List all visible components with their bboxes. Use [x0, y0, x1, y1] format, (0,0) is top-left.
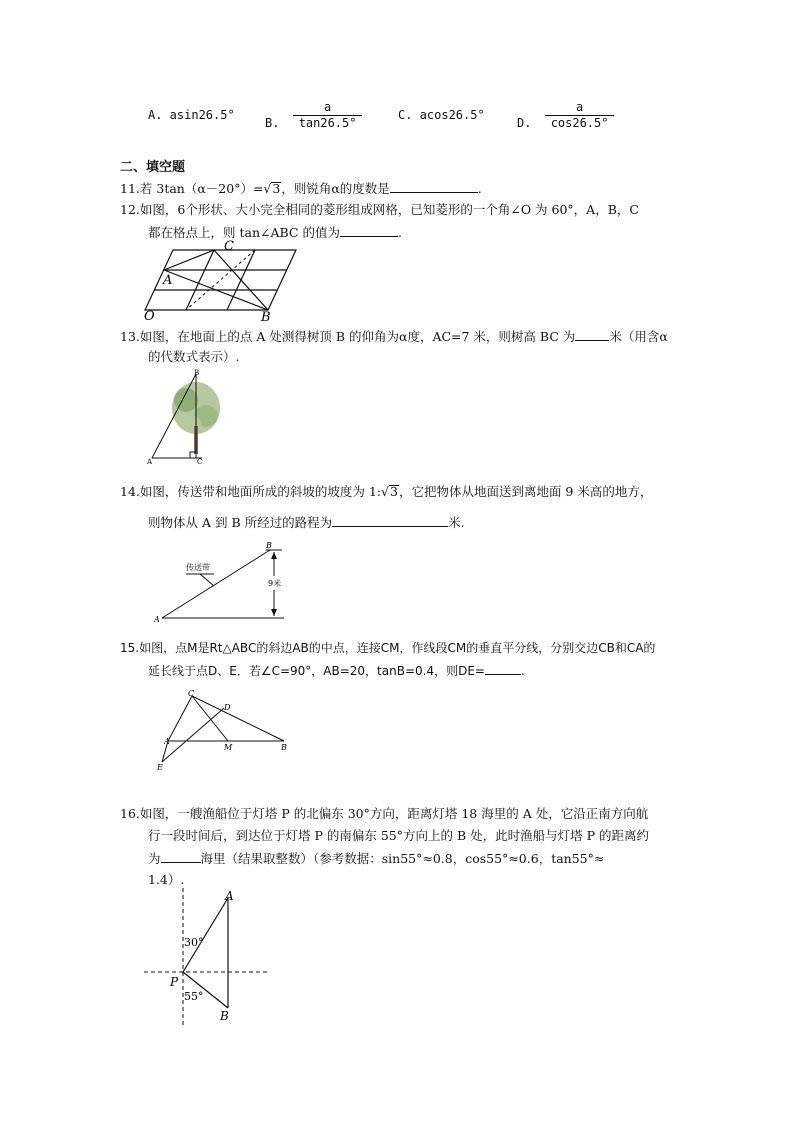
q14-sqrt: 3	[390, 484, 398, 499]
q13-label-b: B	[194, 369, 200, 377]
q16-line2-row	[148, 828, 649, 844]
q13-line2-row	[148, 349, 239, 365]
q14-belt-label: 传送带	[186, 563, 210, 572]
q14-arrow-down-icon	[271, 609, 277, 616]
q14-label-b: B	[266, 541, 272, 550]
q15-answer-blank[interactable]	[485, 662, 521, 675]
q14-slope-figure	[150, 540, 300, 624]
q14-belt-line	[162, 550, 270, 618]
q13-answer-blank[interactable]	[575, 328, 609, 341]
q16-lighthouse-figure	[140, 886, 280, 1028]
q13-tree-figure	[146, 368, 226, 464]
q11-answer-blank[interactable]	[390, 180, 478, 193]
q13-label-c: C	[197, 458, 203, 464]
q15-segment-ca	[168, 696, 192, 741]
q16-line2: 行一段时间后，到达位于灯塔 P 的南偏东 55°方向上的 B 处，此时渔船与灯塔 P 的距离约	[148, 828, 649, 843]
q14-line1-b: ，它把物体从地面送到离地面 9 米高的地方，	[398, 484, 653, 499]
option-b-fraction	[293, 100, 363, 131]
q14-line2-b: 米.	[448, 515, 465, 530]
q13-label-a: A	[147, 458, 153, 464]
q12-rhombus-figure	[140, 238, 310, 322]
option-d-numerator: a	[575, 100, 584, 114]
q15-label-e: E	[157, 763, 163, 772]
q16-line3-a: 为	[148, 851, 161, 866]
option-d	[517, 100, 614, 131]
q16-line3-row	[148, 850, 604, 867]
section-title: 二、填空题	[120, 160, 186, 175]
option-b-numerator: a	[323, 100, 332, 114]
q11-number: 11.	[120, 181, 140, 196]
q13-number: 13.	[120, 329, 140, 344]
q13-line1-a: 如图，在地面上的点 A 处测得树顶 B 的仰角为α度，AC=7 米，则树高 BC 为	[139, 329, 576, 344]
q15-number: 15.	[120, 641, 140, 655]
q14-answer-blank[interactable]	[332, 514, 448, 527]
q16-number: 16.	[120, 806, 140, 821]
q12-segment-cb	[214, 250, 268, 310]
q15-label-d: D	[224, 703, 231, 712]
q16-line1: 如图，一艘渔船位于灯塔 P 的北偏东 30°方向，距离灯塔 18 海里的 A 处，它沿正南方向航	[139, 806, 649, 821]
option-d-fraction	[545, 100, 615, 131]
q14-line1-a: 如图，传送带和地面所成的斜坡的坡度为 1:	[139, 484, 382, 499]
question-15	[120, 640, 655, 656]
q12-number: 12.	[120, 202, 140, 217]
option-d-label: D.	[517, 116, 532, 130]
q14-label-pointer	[200, 574, 214, 586]
option-a: A. asin26.5°	[148, 108, 235, 122]
q15-label-b: B	[281, 743, 287, 752]
q12-answer-blank[interactable]	[340, 224, 398, 237]
q15-line1: 如图，点M是Rt△ABC的斜边AB的中点，连接CM，作线段CM的垂直平分线，分别交边CB和CA的	[139, 641, 656, 655]
option-b-denominator: tan26.5°	[293, 115, 363, 131]
q14-line2-a: 则物体从 A 到 B 所经过的路程为	[148, 515, 333, 530]
q16-line3-b: 海里（结果取整数）（参考数据：sin55°≈0.8，cos55°≈0.6，tan55°≈	[200, 851, 605, 866]
q16-angle-30: 30°	[184, 936, 204, 949]
q11-text-a: 若 3tan（α－20°）=	[139, 181, 264, 196]
q16-label-b: B	[220, 1009, 229, 1023]
q15-label-c: C	[188, 689, 195, 698]
q14-label-a: A	[154, 615, 160, 624]
q13-line2: 的代数式表示）.	[148, 349, 240, 364]
option-b	[265, 100, 362, 131]
q13-line1-b: 米（用含α	[609, 329, 668, 344]
q15-segment-cm	[192, 696, 228, 741]
q11-sqrt: 3	[272, 181, 281, 196]
q12-line2: 都在格点上，则 tan∠ABC 的值为	[148, 225, 340, 240]
question-12	[120, 202, 639, 218]
q14-line2-row	[148, 514, 465, 531]
q15-label-a: A	[164, 737, 170, 746]
q15-label-m: M	[224, 743, 233, 752]
q15-triangle-figure	[150, 686, 300, 772]
q12-label-a: A	[163, 273, 173, 288]
question-11: 11.若 3tan（α－20°）=√3，则锐角α的度数是 .	[120, 181, 482, 196]
q16-label-p: P	[170, 975, 179, 989]
q16-label-a: A	[225, 889, 234, 903]
q12-label-c: C	[224, 239, 234, 254]
q15-segment-cb	[192, 696, 284, 741]
question-14: 14.如图，传送带和地面所成的斜坡的坡度为 1:√3，它把物体从地面送到离地面 9 米高的地方，	[120, 484, 653, 499]
question-16	[120, 806, 648, 822]
q16-segment-pa	[183, 898, 228, 972]
q11-end: .	[477, 181, 482, 196]
q15-line2-b: .	[520, 664, 525, 678]
q12-end: .	[397, 225, 402, 240]
q16-angle-55: 55°	[184, 990, 204, 1003]
q12-label-b: B	[261, 310, 271, 322]
q14-number: 14.	[120, 484, 140, 499]
option-d-denominator: cos26.5°	[545, 115, 615, 131]
option-b-label: B.	[265, 116, 280, 130]
q14-arrow-up-icon	[271, 552, 277, 559]
q16-answer-blank[interactable]	[161, 850, 201, 863]
q15-line2-row	[148, 662, 525, 679]
q12-line1: 如图，6个形状、大小完全相同的菱形组成网格，已知菱形的一个角∠O 为 60°，A，B，C	[139, 202, 639, 217]
option-c: C. acos26.5°	[398, 108, 485, 122]
q12-label-o: O	[144, 309, 155, 322]
q16-line4: 1.4）.	[148, 872, 185, 887]
q11-text-b: ，则锐角α的度数是	[281, 181, 390, 196]
q14-height-label: 9米	[268, 579, 282, 588]
q15-line2-a: 延长线于点D、E．若∠C=90°，AB=20，tanB=0.4，则DE=	[148, 664, 485, 678]
question-13	[120, 328, 668, 345]
